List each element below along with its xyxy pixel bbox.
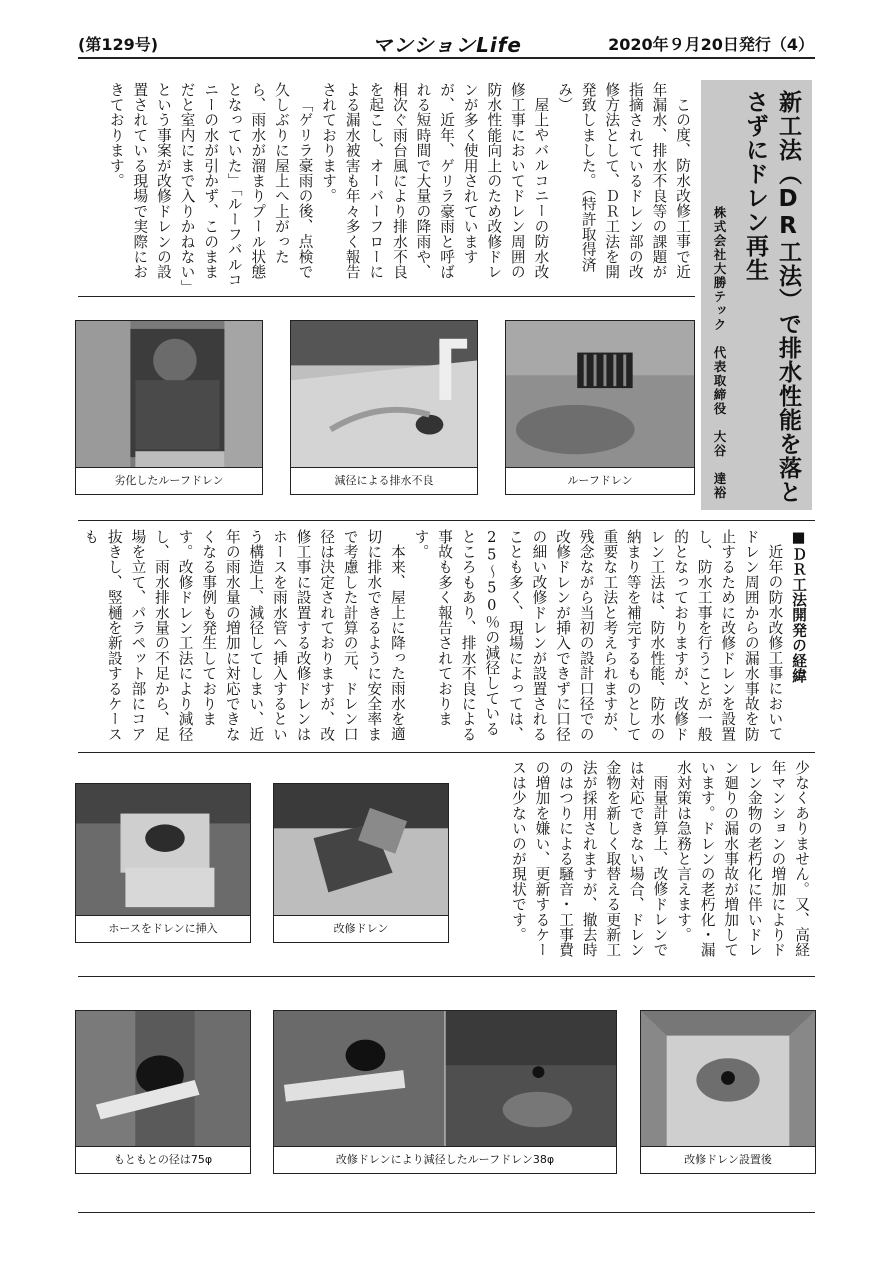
paragraph-diameter: 本来、屋上に降った雨水を適切に排水できるように安全率まで考慮した計算の元、ドレン口径は決定されておりますが、改修工事に設置する改修ドレンはホースを雨水管へ挿入するという構造上、減径してしまい、近年の雨水量の増加に対応できなくなる事例も発生しております。改修ドレン工法により減径し、雨水排水量の不足から、足場を立て、パラペット部にコア抜きし、竪樋を新設するケースも: [82, 529, 406, 742]
header-rule: [78, 57, 815, 59]
issue-number: (第129号): [78, 35, 159, 54]
footer-rule: [78, 1212, 815, 1213]
caption-retrofit-drain: 改修ドレン: [274, 915, 448, 942]
photo-row1-rule: [78, 520, 815, 521]
paragraph-replacement: 雨量計算上、改修ドレンでは対応できない場合、ドレン金物を新しく取替える更新工法が採用されますが、撤去時のはつりによる騒音・工事費の増加を嫌い、更新するケースは少ないのが現状です。: [509, 760, 669, 958]
article-mid-text: [82, 529, 810, 747]
caption-original-diameter: もともとの径は75φ: [76, 1146, 250, 1173]
paragraph-intro: この度、防水改修工事で近年漏水、排水不良等の課題が指摘されているドレン部の改修方法として、ＤＲ工法を開発致しました。（特許取得済み）: [556, 82, 691, 280]
photo-reduced-diameter: [290, 320, 478, 495]
caption-after-install: 改修ドレン設置後: [641, 1146, 815, 1173]
article-lower-text: [508, 760, 813, 965]
paragraph-aging: 少なくありません。又、高経年マンションの増加によりドレン金物の老朽化に伴いドレン廻りの漏水事故が増加しています。ドレンの老朽化・漏水対策は急務と言えます。: [675, 760, 810, 958]
article-author: 株式会社大勝テック 代表取締役 大谷 達裕: [712, 206, 727, 500]
photo-roof-drain: [505, 320, 695, 495]
paragraph-drain-problems: 屋上やバルコニーの防水改修工事においてドレン周囲の防水性能向上のため改修ドレンが多く使用されていますが、近年、ゲリラ豪雨と呼ばれる短時間で大量の降雨や、相次ぐ雨台風により排水不良を起こし、オーバーフローによる漏水被害も年々多く報告されております。: [320, 82, 550, 280]
caption-reduced-diameter: 減径による排水不良: [291, 467, 477, 494]
photo-deteriorated-drain: [75, 320, 263, 495]
photo-hose-insert: [75, 783, 251, 943]
photo-original-diameter: [75, 1010, 251, 1174]
article-top-text: [82, 82, 694, 294]
photo-retrofit-drain: [273, 783, 449, 943]
issue-date: 2020年９月20日発行（4）: [608, 35, 814, 54]
photo-after-install: [640, 1010, 816, 1174]
caption-roof-drain: ルーフドレン: [506, 467, 694, 494]
masthead: マンションLife: [372, 33, 522, 57]
mid-text-rule: [78, 752, 815, 753]
caption-hose-insert: ホースをドレンに挿入: [76, 915, 250, 942]
paragraph-background: 近年の防水改修工事においてドレン周囲からの漏水事故を防止するために改修ドレンを設置し、防水工事を行うことが一般的となっておりますが、改修ドレン工法は、防水性能、防水の納まり等を補完するものとして重要な工法と考えられますが、残念ながら当初の設計口径での改修ドレンが挿入できずに口径の細い改修ドレンが設置されることも多く、現場によっては、25～50％の減径しているところもあり、排水不良による事故も多く報告されております。: [412, 529, 784, 742]
article-title-box: [701, 80, 812, 510]
paragraph-cases: 「ゲリラ豪雨の後、点検で久しぶりに屋上へ上がったら、雨水が溜まりプール状態となっていた」「ルーフバルコニーの水が引かず、このままだと室内にまで入りかねない」という事案が改修ドレンの設置されている現場で実際におきております。: [107, 82, 314, 288]
top-text-rule: [78, 296, 695, 297]
article-title: 新工法（DR工法）で排水性能を落とさずにドレン再生: [742, 90, 801, 504]
photo-row2-rule: [78, 976, 815, 977]
caption-reduced-roof-drain: 改修ドレンにより減径したルーフドレン38φ: [274, 1146, 616, 1173]
section-heading: ■ＤＲ工法開発の経緯: [790, 529, 807, 684]
caption-deteriorated-drain: 劣化したルーフドレン: [76, 467, 262, 494]
photo-reduced-roof-drain: [273, 1010, 617, 1174]
